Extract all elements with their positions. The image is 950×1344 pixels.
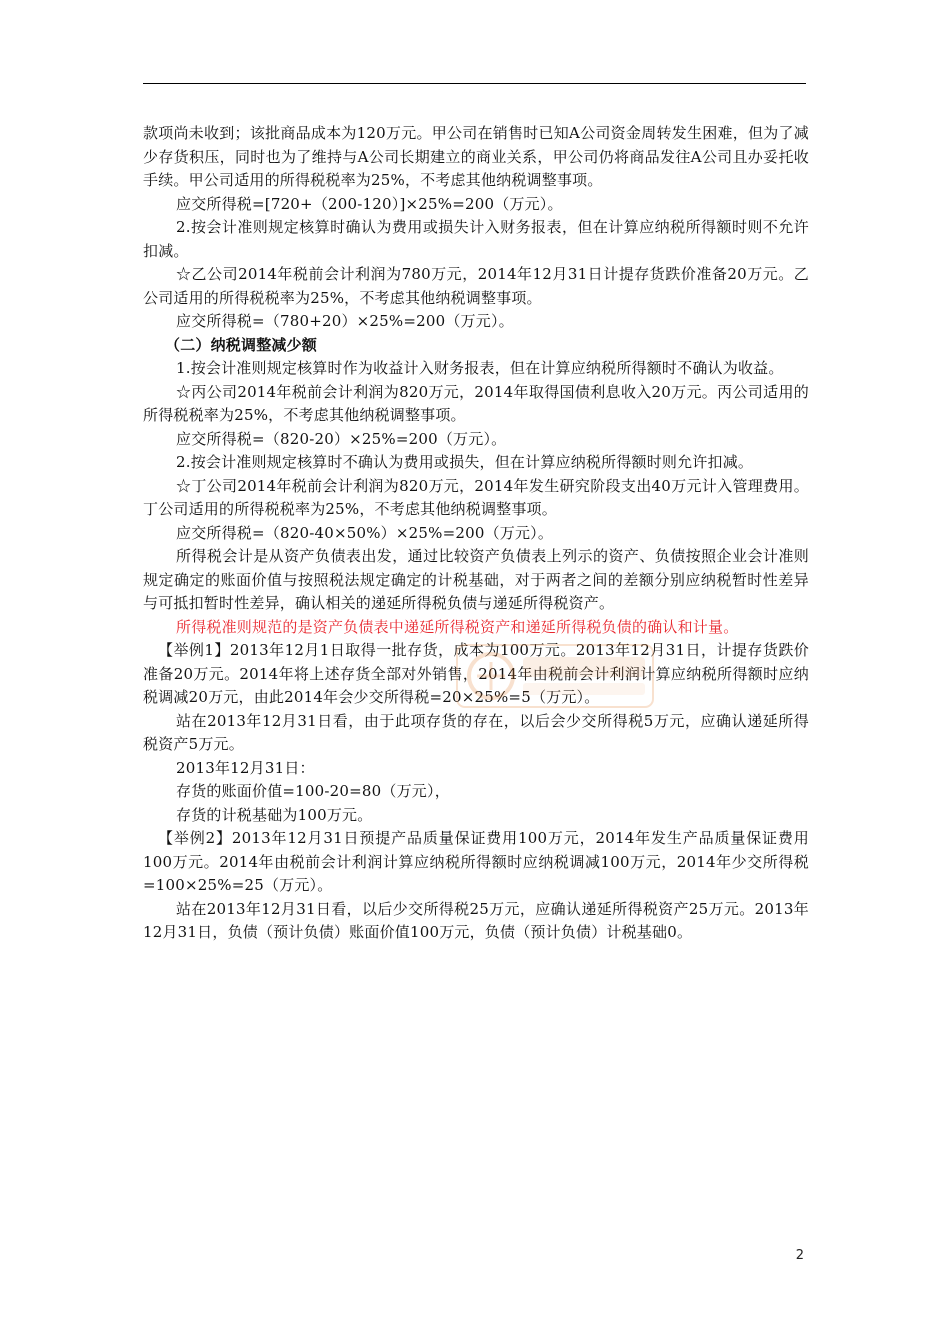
header-rule <box>143 83 806 84</box>
rule-item-2-decrease: 2.按会计准则规定核算时不确认为费用或损失，但在计算应纳税所得额时则允许扣减。 <box>176 453 754 471</box>
example-1: 【举例1】2013年12月1日取得一批存货，成本为100万元。2013年12月31日，计提存货跌价准备20万元。2014年将上述存货全部对外销售，2014年由税前会计利润计算应纳税所得额时应纳税调减20万元，由此2014年会少交所得税=20×25%=5（万元）。 <box>143 641 809 706</box>
example-1-analysis: 站在2013年12月31日看，由于此项存货的存在，以后会少交所得税5万元，应确认递延所得税资产5万元。 <box>143 711 809 753</box>
document-body <box>143 122 809 945</box>
example-1-book-value: 存货的账面价值=100-20=80（万元）， <box>176 782 450 800</box>
page-number: 2 <box>795 1248 804 1263</box>
formula-jia: 应交所得税=[720+（200-120）]×25%=200（万元）。 <box>176 194 563 213</box>
formula-yi: 应交所得税=（780+20）×25%=200（万元）。 <box>176 312 514 330</box>
paragraph-income-tax-accounting: 所得税会计是从资产负债表出发，通过比较资产负债表上列示的资产、负债按照企业会计准则规定确定的账面价值与按照税法规定确定的计税基础，对于两者之间的差额分别应纳税暂时性差异与可抵扣暂时性差异，确认相关的递延所得税负债与递延所得税资产。 <box>143 547 809 612</box>
example-1-date: 2013年12月31日： <box>176 758 315 777</box>
paragraph-intro: 款项尚未收到；该批商品成本为120万元。甲公司在销售时已知A公司资金周转发生困难，但为了减少存货积压，同时也为了维持与A公司长期建立的商业关系，甲公司仍将商品发往A公司且办妥托收手续。甲公司适用的所得税税率为25%，不考虑其他纳税调整事项。 <box>143 124 809 189</box>
rule-item-1-decrease: 1.按会计准则规定核算时作为收益计入财务报表，但在计算应纳税所得额时不确认为收益。 <box>176 359 784 377</box>
rule-item-2-increase: 2.按会计准则规定核算时确认为费用或损失计入财务报表，但在计算应纳税所得额时则不允许扣减。 <box>143 218 809 260</box>
formula-bing: 应交所得税=（820-20）×25%=200（万元）。 <box>176 429 507 448</box>
example-2: 【举例2】2013年12月31日预提产品质量保证费用100万元，2014年发生产品质量保证费用100万元。2014年由税前会计利润计算应纳税所得额时应纳税调减100万元，2014年少交所得税=100×25%=25（万元）。 <box>143 829 809 894</box>
example-ding: ☆丁公司2014年税前会计利润为820万元，2014年发生研究阶段支出40万元计入管理费用。丁公司适用的所得税税率为25%，不考虑其他纳税调整事项。 <box>143 476 809 518</box>
formula-ding: 应交所得税=（820-40×50%）×25%=200（万元）。 <box>176 523 554 542</box>
example-2-analysis: 站在2013年12月31日看，以后少交所得税25万元，应确认递延所得税资产25万元。2013年12月31日，负债（预计负债）账面价值100万元，负债（预计负债）计税基础0。 <box>143 899 809 941</box>
highlight-standard-scope: 所得税准则规范的是资产负债表中递延所得税资产和递延所得税负债的确认和计量。 <box>176 617 739 636</box>
example-bing: ☆丙公司2014年税前会计利润为820万元，2014年取得国债利息收入20万元。丙公司适用的所得税税率为25%，不考虑其他纳税调整事项。 <box>143 382 809 424</box>
example-1-tax-base: 存货的计税基础为100万元。 <box>176 805 373 824</box>
example-yi: ☆乙公司2014年税前会计利润为780万元，2014年12月31日计提存货跌价准备20万元。乙公司适用的所得税税率为25%，不考虑其他纳税调整事项。 <box>143 265 809 307</box>
section-heading-decrease: （二）纳税调整减少额 <box>165 335 318 354</box>
